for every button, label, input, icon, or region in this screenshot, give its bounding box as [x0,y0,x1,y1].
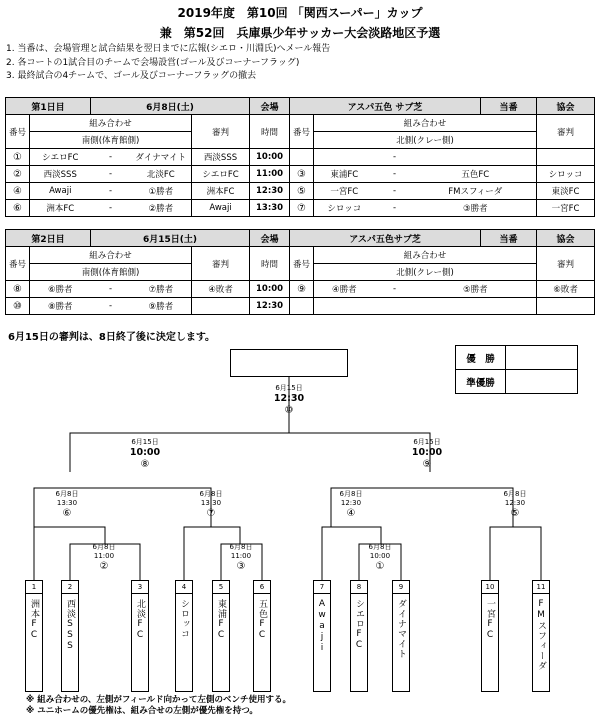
match-number: ⑨ [422,458,432,470]
match-4-info [340,490,363,520]
schedule-cell-dash2: - [375,166,415,183]
match-date: 6月8日 [92,543,116,551]
match-number: ② [99,560,109,572]
schedule-cell-a: 西淡SSS [30,166,91,183]
team-box [61,580,79,692]
team-box [131,580,149,692]
match-time: 13:30 [200,498,222,507]
schedule-cell-b: ⑨勝者 [131,298,192,315]
team-number: 7 [314,581,330,594]
team-name: Awaji [317,599,327,654]
team-box [392,580,410,692]
schedule-cell-dash2: - [375,200,415,217]
team-name: シエロFC [354,599,364,651]
schedule-cell-ref: Awaji [192,200,250,217]
match-2-info [93,543,116,573]
document-subtitle: 兼 第52回 兵庫県少年サッカー大会淡路地区予選 [159,26,441,40]
schedule-cell-b: ダイナマイト [131,149,192,166]
south-side: 南側(体育館側) [30,264,192,281]
match-time: 11:00 [230,551,252,560]
schedule-cell-a: 洲本FC [30,200,91,217]
team-name: 洲本FC [29,599,39,641]
schedule-cell-a: Awaji [30,183,91,200]
schedule-cell-dash: - [91,183,131,200]
match-date: 6月15日 [275,384,303,392]
match-number: ⑤ [510,507,520,519]
schedule-cell-b: ①勝者 [131,183,192,200]
north-side: 北側(クレー側) [314,132,537,149]
schedule-cell-ref2: ⑥敗者 [537,281,595,298]
match-date: 6月8日 [339,490,363,498]
team-number: 1 [26,581,42,594]
match-time: 12:30 [273,392,305,404]
col-match: 組み合わせ [30,115,192,132]
schedule-cell-ref2: 東淡FC [537,183,595,200]
team-box [350,580,368,692]
col-match: 組み合わせ [314,247,537,264]
match-date: 6月15日 [413,438,441,446]
schedule-cell-dash: - [91,166,131,183]
match-number: ③ [236,560,246,572]
schedule-cell-no: ⑥ [6,200,30,217]
north-side: 北側(クレー側) [314,264,537,281]
match-date: 6月8日 [55,490,79,498]
team-box [25,580,43,692]
col-ref: 審判 [192,247,250,281]
match-number: ⑦ [206,507,216,519]
schedule-cell-b: ⑦勝者 [131,281,192,298]
schedule-cell-dash2: - [375,183,415,200]
day1-venue-label: 会場 [250,98,290,115]
col-no: 番号 [290,115,314,149]
schedule-cell-ref: 西淡SSS [192,149,250,166]
schedule-cell-dash: - [91,281,131,298]
match-time: 13:30 [56,498,78,507]
schedule-cell-time: 12:30 [250,183,290,200]
team-number: 8 [351,581,367,594]
match-time: 10:00 [411,446,443,458]
schedule-cell-dash2: - [375,149,415,166]
day2-venue: アスパ五色サブ芝 [290,230,481,247]
schedule-cell-a2: 東浦FC [314,166,375,183]
match-time: 11:00 [93,551,115,560]
day2-duty: 協会 [537,230,595,247]
schedule-cell-no: ② [6,166,30,183]
footer-note: ※ ユニホームの優先権は、組み合せの左側が優先権を持つ。 [26,706,258,716]
schedule-cell-a2: 一宮FC [314,183,375,200]
schedule-cell-a: シエロFC [30,149,91,166]
match-number: ⑩ [284,404,294,416]
bracket-line [490,527,541,580]
match-8-info [130,438,160,471]
col-ref: 審判 [537,247,595,281]
col-no: 番号 [290,247,314,281]
day2-label: 第2日目 [6,230,91,247]
referee-decision-note: 6月15日の審判は、8日終了後に決定します。 [8,332,216,343]
note-item: 3. 最終試合の4チームで、ゴール及びコーナーフラッグの撤去 [6,71,257,81]
team-number: 3 [132,581,148,594]
schedule-cell-no2: ⑤ [290,183,314,200]
team-name: 西淡SSS [65,599,75,652]
note-item: 2. 各コートの1試合目のチームで会場設営(ゴール及びコーナーフラッグ) [6,57,300,68]
note-item: 1. 当番は、会場管理と試合結果を翌日までに広報(シエロ・川淵氏)へメール報告 [6,44,331,54]
schedule-cell-ref2: シロッコ [537,166,595,183]
team-name: 東浦FC [216,599,226,641]
team-number: 9 [393,581,409,594]
col-no: 番号 [6,115,30,149]
final-match-info [274,384,304,417]
col-time: 時間 [250,115,290,149]
match-date: 6月8日 [503,490,527,498]
col-ref: 審判 [537,115,595,149]
schedule-cell-b2: ⑤勝者 [415,281,537,298]
match-time: 12:30 [504,498,526,507]
col-match: 組み合わせ [314,115,537,132]
match-time: 10:00 [369,551,391,560]
team-box [313,580,331,692]
schedule-cell-no2: ⑦ [290,200,314,217]
team-number: 10 [482,581,498,594]
match-time: 10:00 [129,446,161,458]
schedule-cell-time: 10:00 [250,149,290,166]
team-number: 11 [533,581,549,594]
match-time: 12:30 [340,498,362,507]
schedule-cell-time: 10:00 [250,281,290,298]
team-box [175,580,193,692]
team-name: 一宮FC [485,599,495,641]
schedule-cell-time: 13:30 [250,200,290,217]
match-3-info [230,543,253,573]
match-date: 6月8日 [199,490,223,498]
col-match: 組み合わせ [30,247,192,264]
schedule-cell-ref: 洲本FC [192,183,250,200]
bracket-line [34,527,105,544]
team-number: 5 [213,581,229,594]
team-name: FMスフィーダ [536,599,546,671]
match-date: 6月15日 [131,438,159,446]
footer-notes [26,695,291,717]
schedule-cell-dash2: - [375,281,415,298]
team-box [532,580,550,692]
team-name: 北淡FC [135,599,145,641]
schedule-cell-time: 11:00 [250,166,290,183]
schedule-cell-b2: FMスフィーダ [415,183,537,200]
schedule-cell-dash: - [91,149,131,166]
team-box [253,580,271,692]
match-number: ⑥ [62,507,72,519]
team-box [481,580,499,692]
team-name: シロッコ [179,599,189,639]
schedule-cell-no: ④ [6,183,30,200]
schedule-cell-a: ⑧勝者 [30,298,91,315]
team-number: 6 [254,581,270,594]
schedule-cell-no: ⑩ [6,298,30,315]
schedule-cell-dash: - [91,298,131,315]
team-number: 4 [176,581,192,594]
match-5-info [504,490,527,520]
match-1-info [369,543,392,573]
match-date: 6月8日 [229,543,253,551]
schedule-cell-b2: ③勝者 [415,200,537,217]
schedule-cell-ref: シエロFC [192,166,250,183]
south-side: 南側(体育館側) [30,132,192,149]
team-name: 五色FC [257,599,267,641]
col-no: 番号 [6,247,30,281]
day1-label: 第1日目 [6,98,91,115]
match-6-info [56,490,79,520]
schedule-cell-b2: 五色FC [415,166,537,183]
schedule-cell-no2: ③ [290,166,314,183]
schedule-cell-no2: ⑨ [290,281,314,298]
schedule-cell-b: ②勝者 [131,200,192,217]
schedule-cell-b: 北淡FC [131,166,192,183]
schedule-cell-time: 12:30 [250,298,290,315]
match-7-info [200,490,223,520]
schedule-cell-no: ⑧ [6,281,30,298]
match-number: ④ [346,507,356,519]
match-number: ① [375,560,385,572]
col-ref: 審判 [192,115,250,149]
team-number: 2 [62,581,78,594]
day1-duty-label: 当番 [481,98,537,115]
schedule-cell-a2: ④勝者 [314,281,375,298]
schedule-cell-a2: シロッコ [314,200,375,217]
schedule-cell-dash: - [91,200,131,217]
match-date: 6月8日 [368,543,392,551]
document-title: 2019年度 第10回 「関西スーパー」カップ [177,6,423,20]
match-9-info [412,438,442,471]
match-number: ⑧ [140,458,150,470]
team-name: ダイナマイト [396,599,406,659]
winner-label: 優 勝 [456,346,506,370]
runner-up-label: 準優勝 [456,370,506,394]
bracket-line [70,433,430,472]
day1-date: 6月8日(土) [91,98,250,115]
day2-duty-label: 当番 [481,230,537,247]
footer-note: ※ 組み合わせの、左側がフィールド向かって左側のベンチ使用する。 [26,695,292,705]
day2-venue-label: 会場 [250,230,290,247]
day1-venue: アスパ五色 サブ芝 [290,98,481,115]
team-box [212,580,230,692]
schedule-cell-no: ① [6,149,30,166]
day1-duty: 協会 [537,98,595,115]
day2-date: 6月15日(土) [91,230,250,247]
schedule-cell-ref2: 一宮FC [537,200,595,217]
schedule-cell-ref: ④敗者 [192,281,250,298]
col-time: 時間 [250,247,290,281]
schedule-cell-a: ⑥勝者 [30,281,91,298]
